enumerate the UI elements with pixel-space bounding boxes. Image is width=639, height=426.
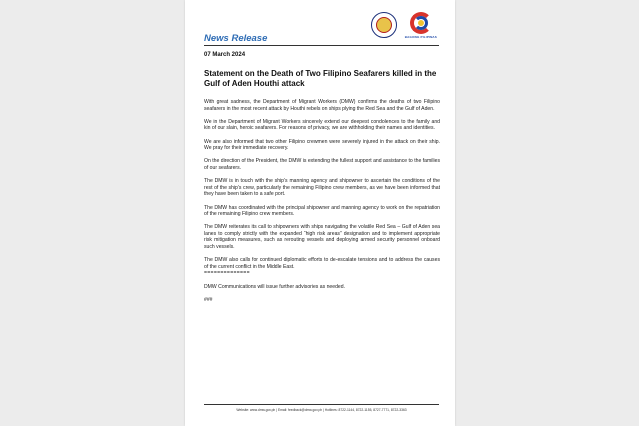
bagong-pilipinas-logo [405,12,437,39]
release-title: Statement on the Death of Two Filipino Seafarers killed in the Gulf of Aden Houthi attack [204,69,437,88]
paragraph: The DMW reiterates its call to shipowners with ships navigating the volatile Red Sea – Gulf of Aden sea lanes to comply strictly with the expanded “high risk areas” designation and to implement appropriate risk mitigation measures, such as rerouting vessels and deploying armed security personnel onboard such vessels. [204,224,440,251]
paragraph: On the direction of the President, the DMW is extending the fullest support and assistance to the families of our seafarers. [204,158,440,171]
contact-footer: Website: www.dmw.gov.ph | Email: feedback@dmw.gov.ph | Hotlines: 8722-1144, 8722-1155, 8727-7771, 8722-3363 [204,404,439,412]
paragraph: The DMW has coordinated with the principal shipowner and manning agency to work on the repatriation of the remaining Filipino crew members. [204,204,440,218]
paragraph: With great sadness, the Department of Migrant Workers (DMW) confirms the deaths of two Filipino seafarers in the most recent attack by Houthi rebels on ships plying the Red Sea and the Gulf of Aden. [204,99,440,112]
separator-line: ============== [204,270,250,277]
paragraph: The DMW is in touch with the ship’s manning agency and shipowner to ascertain the conditions of the rest of the ship’s crew, particularly the remaining Filipino crew members, as we have been informed that they have been taken to a safe port. [204,178,440,198]
paragraph: We are also informed that two other Filipino crewmen were severely injured in the attack on their ship. We pray for their immediate recovery. [204,138,440,152]
header-divider [204,45,439,46]
end-mark: ### [204,296,213,303]
release-date: 07 March 2024 [204,52,246,58]
press-release-page [185,0,455,426]
bagong-pilipinas-mark-icon [408,12,434,34]
bagong-pilipinas-text: BAGONG PILIPINAS [404,35,437,39]
paragraph: The DMW also calls for continued diplomatic efforts to de-escalate tensions and to address the causes of the current conflict in the Middle East. [204,257,440,270]
closing-statement: DMW Communications will issue further advisories as needed. [204,283,345,290]
dmw-seal-icon [371,12,397,38]
header-logos [371,12,437,39]
paragraph: We in the Department of Migrant Workers sincerely extend our deepest condolences to the family and kin of our slain, heroic seafarers. For reasons of privacy, we are withholding their names and identities. [204,118,440,132]
release-body [204,99,440,303]
news-release-label: News Release [204,33,268,44]
